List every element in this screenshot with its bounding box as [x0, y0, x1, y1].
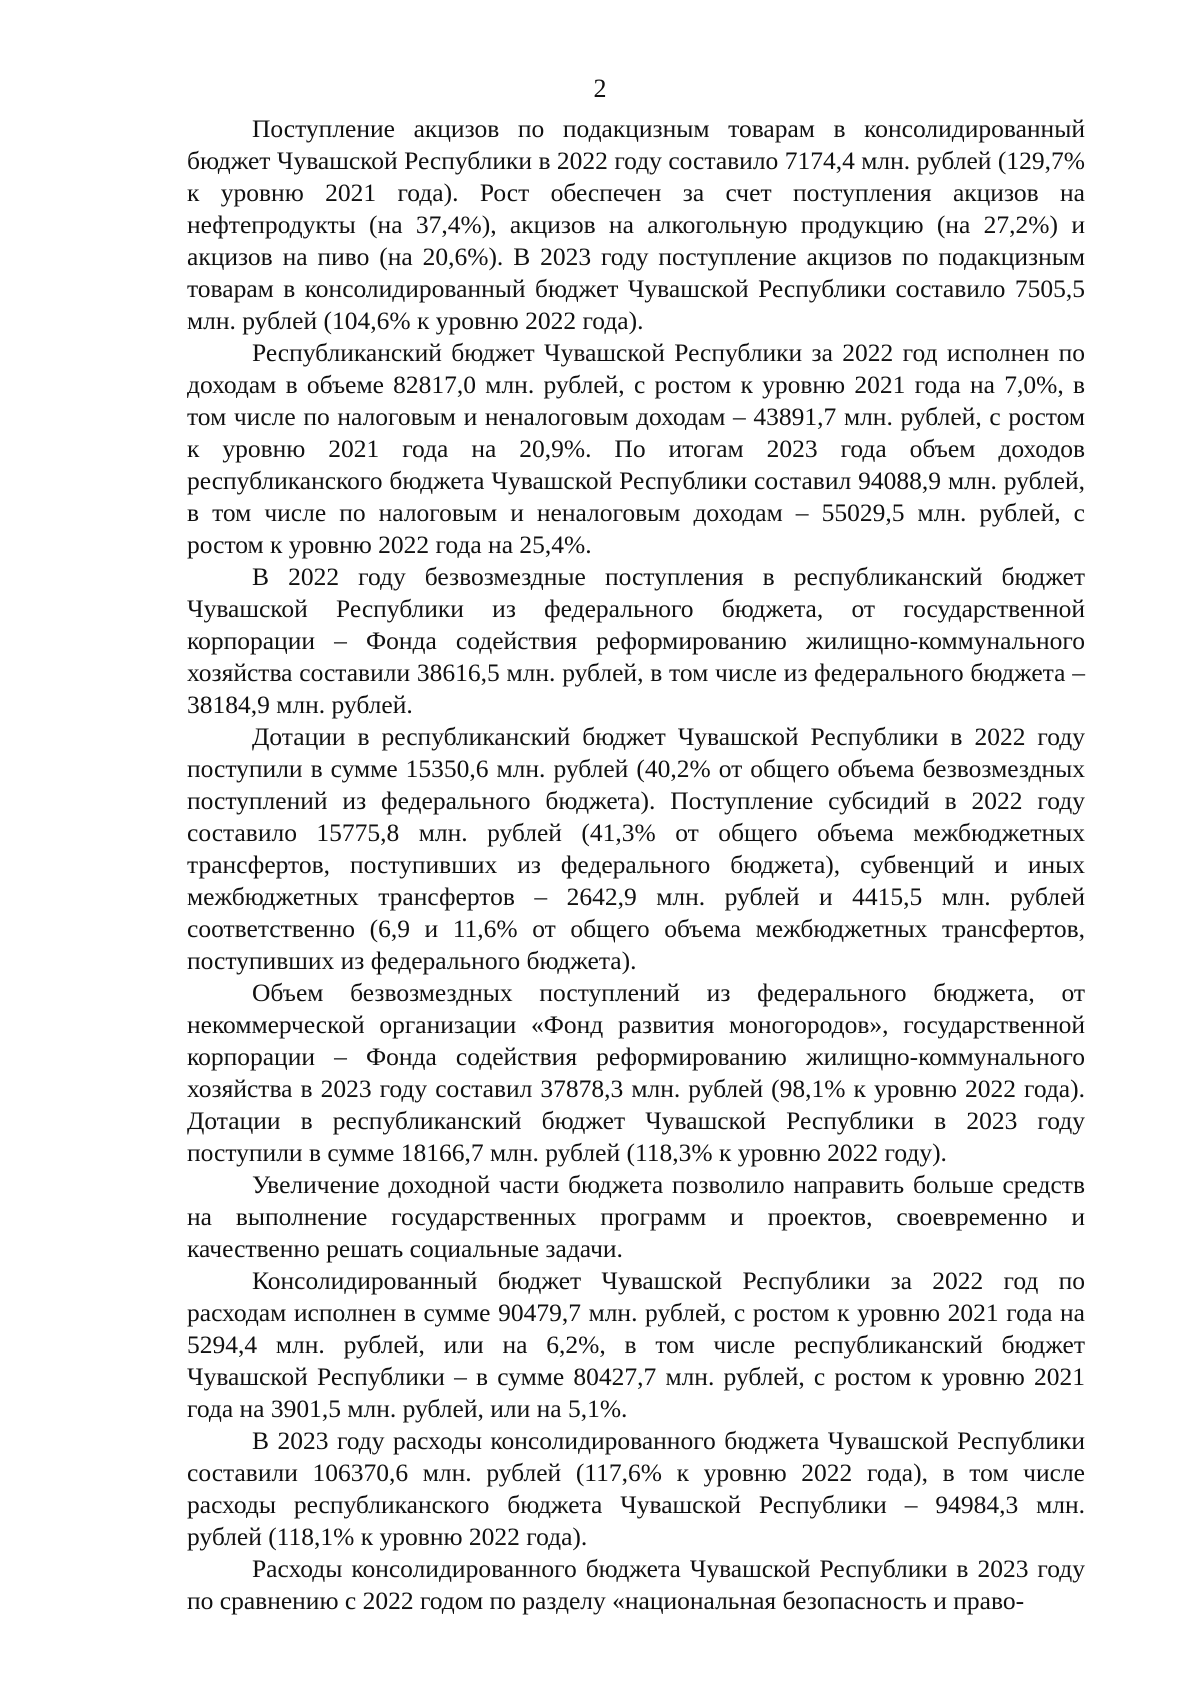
document-body	[187, 113, 1085, 1617]
paragraph-subsidies-2022: Дотации в республиканский бюджет Чувашской Республики в 2022 году поступили в сумме 15350,6 млн. рублей (40,2% от общего объема безвозмездных поступлений из федерального бюджета). Поступление субсидий в 2022 году составило 15775,8 млн. рублей (41,3% от общего объема межбюджетных трансфертов, поступивших из федерального бюджета), субвенций и иных межбюджетных трансфертов – 2642,9 млн. рублей и 4415,5 млн. рублей соответственно (6,9 и 11,6% от общего объема межбюджетных трансфертов, поступивших из федерального бюджета).	[187, 722, 1085, 975]
paragraph-revenue-growth-effect: Увеличение доходной части бюджета позволило направить больше средств на выполнение государственных программ и проектов, своевременно и качественно решать социальные задачи.	[187, 1170, 1085, 1263]
paragraph-excise-revenue: Поступление акцизов по подакцизным товарам в консолидированный бюджет Чувашской Республики в 2022 году составило 7174,4 млн. рублей (129,7% к уровню 2021 года). Рост обеспечен за счет поступления акцизов на нефтепродукты (на 37,4%), акцизов на алкогольную продукцию (на 27,2%) и акцизов на пиво (на 20,6%). В 2023 году поступление акцизов по подакцизным товарам в консолидированный бюджет Чувашской Республики составило 7505,5 млн. рублей (104,6% к уровню 2022 года).	[187, 114, 1085, 335]
paragraph-expenditure-by-section: Расходы консолидированного бюджета Чувашской Республики в 2023 году по сравнению с 2022 годом по разделу «национальная безопасность и право-	[187, 1554, 1085, 1615]
page-number: 2	[593, 74, 607, 103]
paragraph-expenditure-2023: В 2023 году расходы консолидированного бюджета Чувашской Республики составили 106370,6 млн. рублей (117,6% к уровню 2022 года), в том числе расходы республиканского бюджета Чувашской Республики – 94984,3 млн. рублей (118,1% к уровню 2022 года).	[187, 1426, 1085, 1551]
paragraph-grant-receipts-2023: Объем безвозмездных поступлений из федерального бюджета, от некоммерческой организации «Фонд развития моногородов», государственной корпорации – Фонда содействия реформированию жилищно-коммунального хозяйства в 2023 году составил 37878,3 млн. рублей (98,1% к уровню 2022 года). Дотации в республиканский бюджет Чувашской Республики в 2023 году поступили в сумме 18166,7 млн. рублей (118,3% к уровню 2022 году).	[187, 978, 1085, 1167]
paragraph-grant-receipts-2022: В 2022 году безвозмездные поступления в республиканский бюджет Чувашской Республики из федерального бюджета, от государственной корпорации – Фонда содействия реформированию жилищно-коммунального хозяйства составили 38616,5 млн. рублей, в том числе из федерального бюджета – 38184,9 млн. рублей.	[187, 562, 1085, 719]
paragraph-expenditure-2022: Консолидированный бюджет Чувашской Республики за 2022 год по расходам исполнен в сумме 90479,7 млн. рублей, с ростом к уровню 2021 года на 5294,4 млн. рублей, или на 6,2%, в том числе республиканский бюджет Чувашской Республики – в сумме 80427,7 млн. рублей, с ростом к уровню 2021 года на 3901,5 млн. рублей, или на 5,1%.	[187, 1266, 1085, 1423]
paragraph-republican-budget-revenue: Республиканский бюджет Чувашской Республики за 2022 год исполнен по доходам в объеме 82817,0 млн. рублей, с ростом к уровню 2021 года на 7,0%, в том числе по налоговым и неналоговым доходам – 43891,7 млн. рублей, с ростом к уровню 2021 года на 20,9%. По итогам 2023 года объем доходов республиканского бюджета Чувашской Республики составил 94088,9 млн. рублей, в том числе по налоговым и неналоговым доходам – 55029,5 млн. рублей, с ростом к уровню 2022 года на 25,4%.	[187, 338, 1085, 559]
